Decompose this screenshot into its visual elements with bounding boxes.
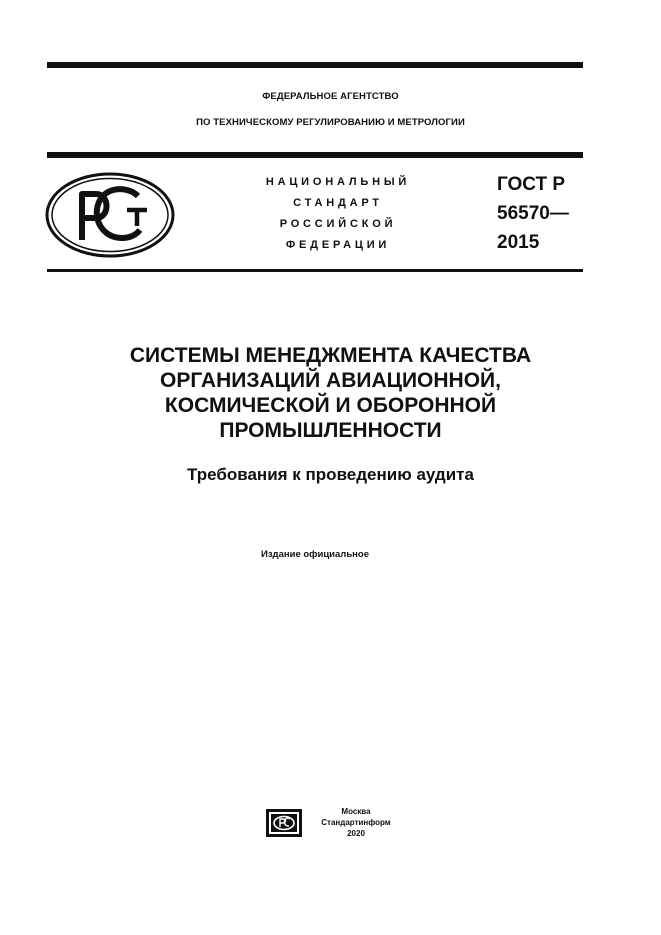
gost-r-certification-mark-icon — [44, 170, 176, 260]
imprint — [306, 806, 406, 839]
imprint-publisher: Стандартинформ — [321, 818, 391, 827]
standard-type-line-1: НАЦИОНАЛЬНЫЙ — [265, 176, 411, 188]
standard-type-line-2: СТАНДАРТ — [293, 197, 383, 209]
designation-line-1: ГОСТ Р — [497, 174, 566, 195]
top-rule — [47, 62, 583, 68]
designation-line-2: 56570— — [497, 203, 569, 224]
title-line-2: ОРГАНИЗАЦИЙ АВИАЦИОННОЙ, — [160, 369, 501, 392]
imprint-year: 2020 — [347, 829, 365, 838]
edition-note: Издание официальное — [261, 549, 369, 560]
designation-line-3: 2015 — [497, 232, 540, 253]
standard-type-block — [218, 172, 458, 256]
standartinform-logo-icon — [266, 809, 302, 837]
standard-type-line-3: РОССИЙСКОЙ — [279, 218, 397, 230]
title-line-1: СИСТЕМЫ МЕНЕДЖМЕНТА КАЧЕСТВА — [129, 344, 532, 367]
document-title — [60, 343, 601, 443]
standard-type-line-4: ФЕДЕРАЦИИ — [285, 239, 391, 251]
header-rule — [47, 152, 583, 158]
standard-designation — [497, 170, 569, 257]
agency-name-line-1: ФЕДЕРАЛЬНОЕ АГЕНТСТВО — [262, 91, 399, 102]
bottom-header-rule — [47, 269, 583, 272]
imprint-city: Москва — [341, 807, 371, 816]
agency-name-line-2: ПО ТЕХНИЧЕСКОМУ РЕГУЛИРОВАНИЮ И МЕТРОЛОГИИ — [196, 117, 465, 128]
title-line-4: ПРОМЫШЛЕННОСТИ — [219, 419, 442, 442]
document-subtitle: Требования к проведению аудита — [187, 465, 474, 484]
title-line-3: КОСМИЧЕСКОЙ И ОБОРОННОЙ — [164, 394, 497, 417]
